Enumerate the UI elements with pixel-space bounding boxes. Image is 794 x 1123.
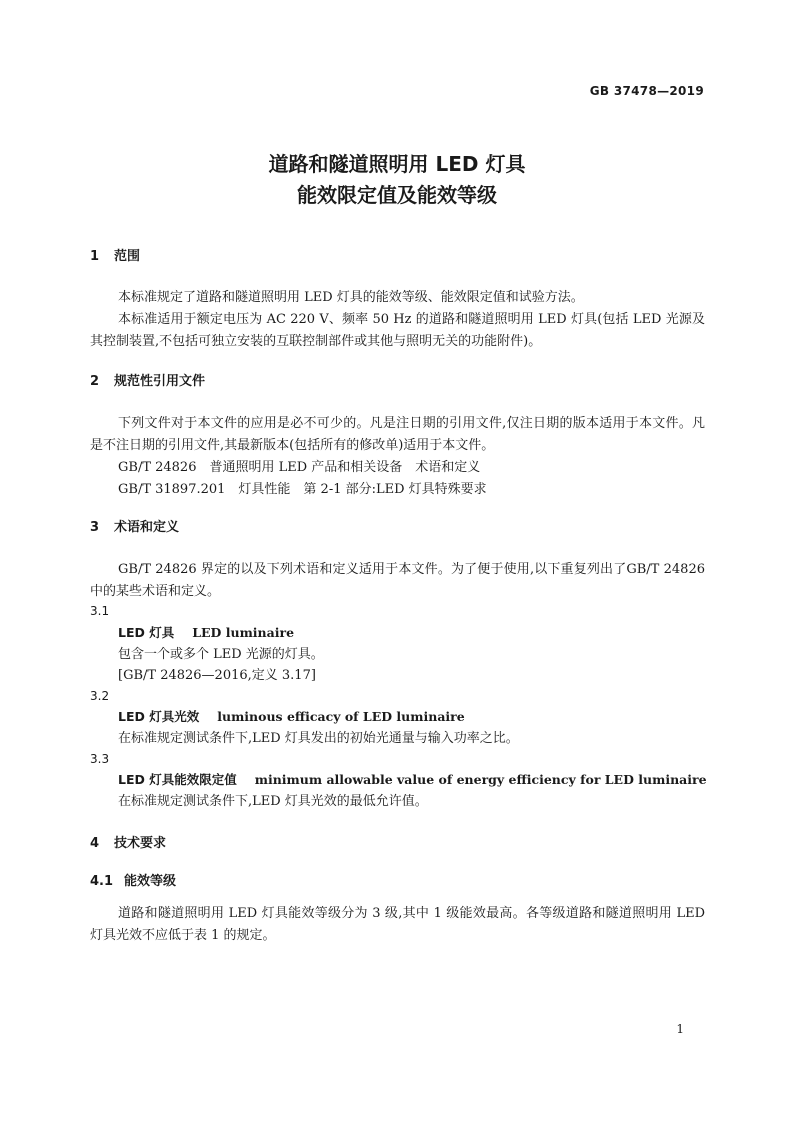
- term-chinese: LED 灯具能效限定值: [118, 772, 237, 787]
- term-chinese: LED 灯具: [118, 625, 175, 640]
- normative-reference-1: GB/T 24826 普通照明用 LED 产品和相关设备 术语和定义: [118, 460, 481, 475]
- standard-code: GB 37478—2019: [589, 84, 704, 98]
- term-english: luminous efficacy of LED luminaire: [217, 709, 465, 724]
- section-title: 技术要求: [114, 836, 167, 851]
- page-number: 1: [676, 1022, 684, 1036]
- section-3-heading: [90, 519, 179, 537]
- term-3-1-title: [118, 623, 294, 643]
- section-number: 2: [90, 374, 100, 389]
- section-title: 术语和定义: [114, 520, 180, 535]
- section-4-heading: [90, 835, 166, 853]
- term-chinese: LED 灯具光效: [118, 709, 200, 724]
- section-2-paragraph-1: 下列文件对于本文件的应用是必不可少的。凡是注日期的引用文件,仅注日期的版本适用于本文件。凡是不注日期的引用文件,其最新版本(包括所有的修改单)适用于本文件。: [90, 416, 705, 453]
- subsection-4-1-paragraph-1: 道路和隧道照明用 LED 灯具能效等级分为 3 级,其中 1 级能效最高。各等级道路和隧道照明用 LED 灯具光效不应低于表 1 的规定。: [90, 906, 705, 943]
- term-3-1-definition: 包含一个或多个 LED 光源的灯具。: [118, 647, 324, 662]
- term-3-2-definition: 在标准规定测试条件下,LED 灯具发出的初始光通量与输入功率之比。: [118, 731, 519, 746]
- term-english: LED luminaire: [192, 625, 295, 640]
- section-number: 4: [90, 836, 100, 851]
- section-3-paragraph-1: GB/T 24826 界定的以及下列术语和定义适用于本文件。为了便于使用,以下重复列出了GB/T 24826 中的某些术语和定义。: [90, 562, 705, 599]
- subsection-4-1-heading: [90, 873, 176, 891]
- term-3-3-definition: 在标准规定测试条件下,LED 灯具光效的最低允许值。: [118, 794, 428, 809]
- document-title-line1: 道路和隧道照明用 LED 灯具: [268, 152, 526, 176]
- term-3-3-title: [118, 770, 707, 790]
- document-title-line2: 能效限定值及能效等级: [297, 183, 497, 207]
- section-title: 范围: [114, 249, 141, 264]
- term-3-3-number: 3.3: [90, 752, 110, 766]
- term-english: minimum allowable value of energy efficiency for LED luminaire: [254, 772, 707, 787]
- subsection-title: 能效等级: [124, 874, 177, 889]
- section-1-paragraph-2: 本标准适用于额定电压为 AC 220 V、频率 50 Hz 的道路和隧道照明用 LED 灯具(包括 LED 光源及其控制装置,不包括可独立安装的互联控制部件或其他与照明无关的功能附件)。: [90, 312, 705, 349]
- section-2-heading: [90, 373, 205, 391]
- term-3-2-number: 3.2: [90, 689, 110, 703]
- section-number: 3: [90, 520, 100, 535]
- subsection-number: 4.1: [90, 874, 114, 889]
- normative-reference-2: GB/T 31897.201 灯具性能 第 2-1 部分:LED 灯具特殊要求: [118, 482, 487, 497]
- section-title: 规范性引用文件: [114, 374, 206, 389]
- section-1-paragraph-1: 本标准规定了道路和隧道照明用 LED 灯具的能效等级、能效限定值和试验方法。: [118, 290, 584, 305]
- section-number: 1: [90, 249, 100, 264]
- term-3-1-number: 3.1: [90, 604, 110, 618]
- term-3-2-title: [118, 707, 465, 727]
- term-3-1-source: [GB/T 24826—2016,定义 3.17]: [118, 668, 316, 683]
- section-1-heading: [90, 248, 140, 266]
